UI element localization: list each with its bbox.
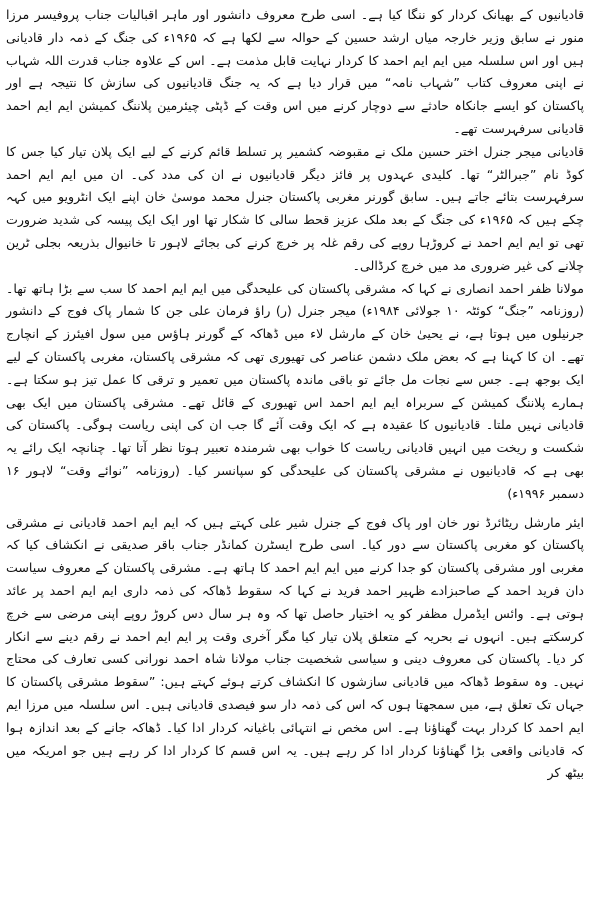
paragraph-4: ایئر مارشل ریٹائرڈ نور خان اور پاک فوج کے جنرل شیر علی کہتے ہیں کہ ایم ایم احمد قادیانی نے مشرقی پاکستان کو مغربی پاکستان سے دور کیا۔ اسی طرح ایسٹرن کمانڈر جناب باقر صدیقی نے انکشاف کیا کہ مغربی اور مشرقی پاکستان کو جدا کرنے میں ایم ایم احمد کا ہاتھ ہے۔ مشرقی پاکستان کے معروف سیاست دان فرید احمد کے صاحبزادے ظہیر احمد فرید نے کہا کہ سقوط ڈھاکہ کی ذمہ داری ایم ایم احمد پر عائد ہوتی ہے۔ وائس ایڈمرل مظفر کو یہ اختیار حاصل تھا کہ وہ ہر سال دس کروڑ روپے اپنی مرضی سے خرچ کرسکتے ہیں۔ انہوں نے بحریہ کے متعلق پلان تیار کیا مگر آخری وقت پر ایم ایم احمد نے رقم دینے سے انکار کر دیا۔ پاکستان کی معروف دینی و سیاسی شخصیت جناب مولانا شاہ احمد نورانی کسی تعارف کی محتاج نہیں۔ وہ سقوط ڈھاکہ میں قادیانی سازشوں کا انکشاف کرتے ہوئے کہتے ہیں: ”سقوط مشرقی پاکستان کا جہاں تک تعلق ہے، میں سمجھتا ہوں کہ اس کی ذمہ دار سو فیصدی قادیانی ہیں۔ اس سلسلہ میں مرزا ایم ایم احمد کا کردار بہت گھناؤنا ہے۔ اس مخص نے انتہائی باغیانہ کردار ادا کیا۔ ڈھاکہ جانے کے بعد اندازہ ہوا کہ قادیانی واقعی بڑا گھناؤنا کردار ادا کر رہے ہیں۔ یہ اس قسم کا کردار ادا کر رہے ہیں جو امریکہ میں بیٹھ کر xyxy=(6,514,584,781)
paragraph-3: مولانا ظفر احمد انصاری نے کہا کہ مشرقی پاکستان کی علیحدگی میں ایم ایم احمد کا سب سے بڑا ہاتھ تھا۔ (روزنامہ ”جنگ“ کوئٹہ ۱۰ جولائی ۱۹۸۴ء) میجر جنرل (ر) راؤ فرمان علی جن کا شمار پاک فوج کے دانشور جرنیلوں میں ہوتا ہے، نے یحییٰ خان کے مارشل لاء میں ڈھاکہ کے گورنر ہاؤس میں سول افیئرز کے انچارج تھے۔ ان کا کہنا ہے کہ بعض ملک دشمن عناصر کی تھیوری تھی کہ مشرقی پاکستان، مغربی پاکستان کے لیے ایک بوجھ ہے۔ جس سے نجات مل جائے تو باقی ماندہ پاکستان میں تعمیر و ترقی کا عمل تیز ہو سکتا ہے۔ ہمارے پلاننگ کمیشن کے سربراہ ایم ایم احمد اس تھیوری کے قائل تھے۔ مشرقی پاکستان میں ایک بھی قادیانی نہیں ملتا۔ قادیانیوں کا عقیدہ ہے کہ ایک وقت آئے گا جب ان کی اپنی ریاست ہوگی۔ پاکستان کی شکست و ریخت میں انہیں قادیانی ریاست کا خواب بھی شرمندہ تعبیر ہوتا نظر آتا تھا۔ چنانچہ ایک رائے یہ بھی ہے کہ قادیانیوں نے مشرقی پاکستان کی علیحدگی کو سپانسر کیا۔ (روزنامہ ”نوائے وقت“ لاہور ۱۶ دسمبر ۱۹۹۶ء) xyxy=(6,280,584,501)
paragraph-2: قادیانی میجر جنرل اختر حسین ملک نے مقبوضہ کشمیر پر تسلط قائم کرنے کے لیے ایک پلان تیار کیا جس کا کوڈ نام ”جبرالٹر“ تھا۔ کلیدی عہدوں پر فائز دیگر قادیانیوں نے ان کی مدد کی۔ ان میں ایم ایم احمد سرفہرست بتائے جاتے ہیں۔ سابق گورنر مغربی پاکستان جنرل محمد موسیٰ خان اپنے ایک انٹرویو میں کہہ چکے ہیں کہ ۱۹۶۵ء کی جنگ کے بعد ملک عزیز قحط سالی کا شکار تھا اور ایک ایک پیسہ کی شدید ضرورت تھی تو ایم ایم احمد نے کروڑہا روپے کی رقم غلہ پر خرچ کرنے کی بجائے لاہور تا خانیوال بذریعہ بجلی ٹرین چلانے کی غیر ضروری مد میں خرچ کرڈالی۔ xyxy=(6,143,584,273)
document-page xyxy=(6,4,584,914)
paragraph-1: قادیانیوں کے بھیانک کردار کو ننگا کیا ہے۔ اسی طرح معروف دانشور اور ماہر اقبالیات جناب پروفیسر مرزا منور نے سابق وزیر خارجہ میاں ارشد حسین کے حوالہ سے لکھا ہے کہ ۱۹۶۵ء کی جنگ کے ذمہ دار قادیانی ہیں اور اس سلسلہ میں ایم ایم احمد کا کردار نہایت قابل مذمت ہے۔ اس کے علاوہ جناب قدرت اللہ شہاب نے اپنی معروف کتاب ”شہاب نامہ“ میں قرار دیا ہے کہ یہ جنگ قادیانیوں کی سازش کا نتیجہ ہے اور پاکستان کو ایسے جانکاہ حادثے سے دوچار کرنے میں اس وقت کے ڈپٹی چیئرمین پلاننگ کمیشن ایم ایم احمد قادیانی سرفہرست تھے۔ xyxy=(6,7,585,136)
